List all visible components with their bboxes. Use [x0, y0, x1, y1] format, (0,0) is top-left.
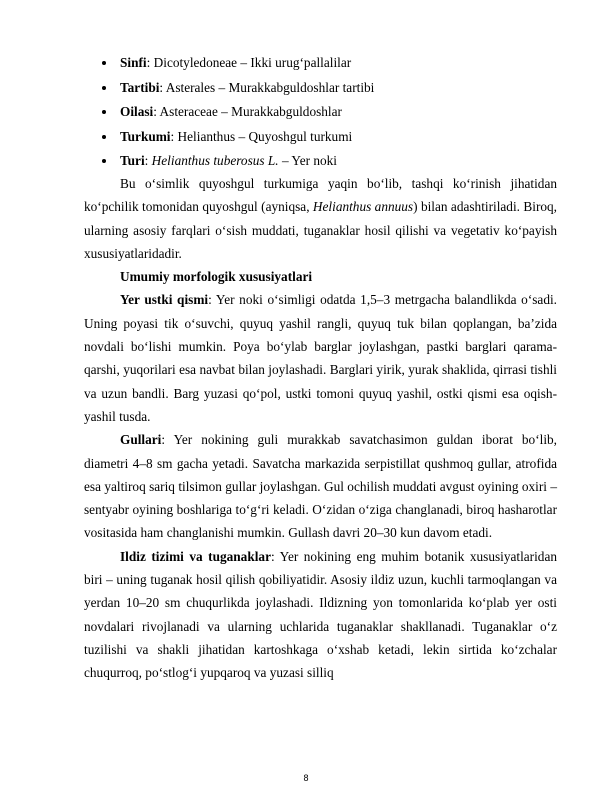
paragraph-title: Yer ustki qismi [120, 292, 209, 308]
taxonomy-value: – Yer noki [278, 153, 337, 168]
list-item: Turi: Helianthus tuberosus L. – Yer noki [0, 149, 612, 174]
taxonomy-label: Turkumi [120, 128, 171, 144]
bullet-icon [102, 110, 106, 114]
bullet-icon [102, 159, 106, 163]
bullet-icon [102, 135, 106, 139]
section-heading: Umumiy morfologik xususiyatlari [120, 269, 313, 285]
taxonomy-value: Helianthus – Quyoshgul turkumi [177, 128, 353, 144]
paragraph-flowers: Gullari: Yer nokining guli murakkab savatchasimon guldan iborat bo‘lib, diametri 4–8 sm gacha yetadi. Savatcha markazida serpistillat qushmoq gullar, atrofida esa yaltiroq sariq tilsimon gullar joylashgan. Gul ochilish muddati avgust oyining oxiri – sentyabr oyining boshlariga to‘g‘ri keladi. O‘zidan o‘ziga changlanadi, biroq hasharotlar vositasida ham changlanishi mumkin. Gullash davri 20–30 kun davom etadi. [84, 432, 557, 541]
list-item: Tartibi: Asterales – Murakkabguldoshlar tartibi [0, 76, 612, 101]
paragraph-stem: Yer ustki qismi: Yer noki o‘simligi odatda 1,5–3 metrgacha balandlikda o‘sadi. Uning poyasi tik o‘suvchi, quyuq yashil rangli, quyuq tuk bilan qoplangan, ba’zida novdali bo‘lishi mumkin. Poya bo‘ylab barglar joylashgan, pastki barglari qarama-qarshi, yuqorilari esa navbat bilan joylashadi. Barglari yirik, yurak shaklida, qirrasi tishli va uzun bandli. Barg yuzasi qo‘pol, ustki tomoni quyuq yashil, ostki qismi esa oqish-yashil tusda. [84, 292, 557, 424]
taxonomy-value: Asteraceae – Murakkabguldoshlar [159, 104, 342, 119]
list-item: Turkumi: Helianthus – Quyoshgul turkumi [0, 125, 612, 150]
page-number: 8 [303, 773, 309, 783]
species-name: Helianthus tuberosus L. [151, 153, 279, 168]
taxonomy-label: Turi [120, 153, 145, 168]
paragraph-roots: Ildiz tizimi va tuganaklar: Yer nokining eng muhim botanik xususiyatlaridan biri – uning tuganak hosil qilish qobiliyatidir. Asosiy ildiz uzun, kuchli tarmoqlangan va yerdan 10–20 sm chuqurlikda joylashadi. Ildizning yon tomonlarida ko‘plab yer osti novdalari rivojlanadi va ularning uchlarida tuganaklar shakllanadi. Tuganaklar o‘z tuzilishi va shakli jihatidan kartoshkaga o‘xshab ketadi, lekin sirtida ko‘zchalar chuqurroq, po‘stlog‘i yupqaroq va yuzasi silliq [84, 548, 557, 681]
list-item: Oilasi: Asteraceae – Murakkabguldoshlar [0, 100, 612, 125]
bullet-icon [102, 61, 106, 65]
species-name: Helianthus annuus [312, 199, 414, 215]
taxonomy-label: Tartibi [120, 79, 160, 95]
list-item: Sinfi: Dicotyledoneae – Ikki urug‘pallalilar [0, 51, 612, 76]
taxonomy-value: Dicotyledoneae – Ikki urug‘pallalilar [153, 55, 352, 70]
taxonomy-list [0, 51, 612, 174]
taxonomy-label: Oilasi [120, 104, 154, 119]
taxonomy-label: Sinfi [120, 55, 147, 70]
intro-paragraph: Bu o‘simlik quyoshgul turkumiga yaqin bo‘lib, tashqi ko‘rinish jihatidan ko‘pchilik tomonidan quyoshgul (ayniqsa, Helianthus annuus) bilan adashtiriladi. Biroq, ularning asosiy farqlari o‘sish muddati, tuganaklar hosil qilishi va vegetativ ko‘payish xususiyatlaridadir. [84, 176, 557, 261]
paragraph-title: Ildiz tizimi va tuganaklar [120, 548, 271, 564]
document-body [84, 172, 557, 685]
paragraph-title: Gullari [120, 432, 162, 448]
bullet-icon [102, 86, 106, 90]
taxonomy-value: Asterales – Murakkabguldoshlar tartibi [165, 79, 375, 95]
